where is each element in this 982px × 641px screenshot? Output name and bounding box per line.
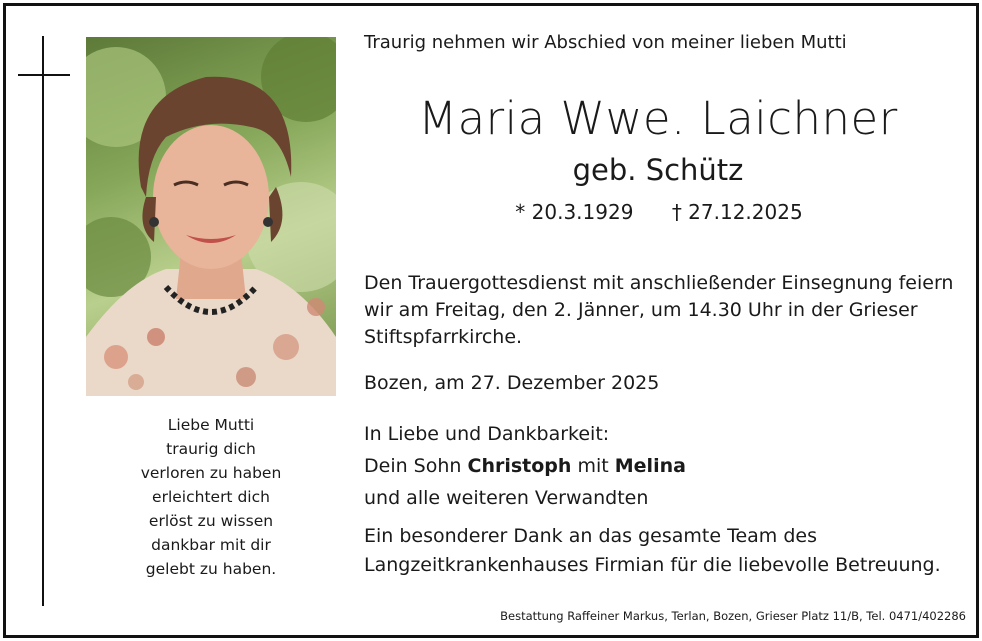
portrait-photo [86, 37, 336, 396]
son-name: Christoph [467, 455, 572, 477]
son-prefix: Dein Sohn [364, 455, 468, 477]
thanks-line: Ein besonderer Dank an das gesamte Team des [364, 525, 817, 547]
poem-line: traurig dich [166, 440, 256, 458]
mourners-intro: In Liebe und Dankbarkeit: [364, 423, 610, 445]
place-date: Bozen, am 27. Dezember 2025 [364, 372, 660, 394]
life-dates [364, 200, 954, 224]
service-announcement [364, 270, 953, 351]
mourners-son-line [364, 450, 686, 482]
portrait-illustration [86, 37, 336, 396]
poem-line: verloren zu haben [140, 464, 282, 482]
birth-date: * 20.3.1929 [515, 200, 634, 224]
mourners [364, 418, 686, 514]
service-line: wir am Freitag, den 2. Jänner, um 14.30 Uhr in der Grieser [364, 299, 918, 321]
cross-horizontal-bar [18, 74, 70, 76]
with-word: mit [571, 455, 615, 477]
birth-name: geb. Schütz [572, 153, 744, 187]
poem [96, 413, 326, 581]
partner-name: Melina [614, 455, 686, 477]
poem-line: gelebt zu haben. [145, 560, 277, 578]
funeral-home-footer: Bestattung Raffeiner Markus, Terlan, Bozen, Grieser Platz 11/B, Tel. 0471/402286 [500, 609, 966, 623]
poem-line: dankbar mit dir [151, 536, 271, 554]
service-line: Den Trauergottesdienst mit anschließender Einsegnung feiern [364, 272, 954, 294]
thanks-line: Langzeitkrankenhauses Firmian für die liebevolle Betreuung. [364, 554, 941, 576]
death-date: † 27.12.2025 [671, 200, 803, 224]
intro-text: Traurig nehmen wir Abschied von meiner lieben Mutti [364, 32, 847, 53]
deceased-name: Maria Wwe. Laichner [418, 92, 898, 145]
poem-line: erleichtert dich [152, 488, 270, 506]
poem-line: Liebe Mutti [167, 416, 255, 434]
thanks [364, 522, 941, 580]
relatives-line: und alle weiteren Verwandten [364, 487, 649, 509]
poem-line: erlöst zu wissen [148, 512, 274, 530]
service-line: Stiftspfarrkirche. [364, 326, 523, 348]
cross-vertical-bar [42, 36, 44, 606]
